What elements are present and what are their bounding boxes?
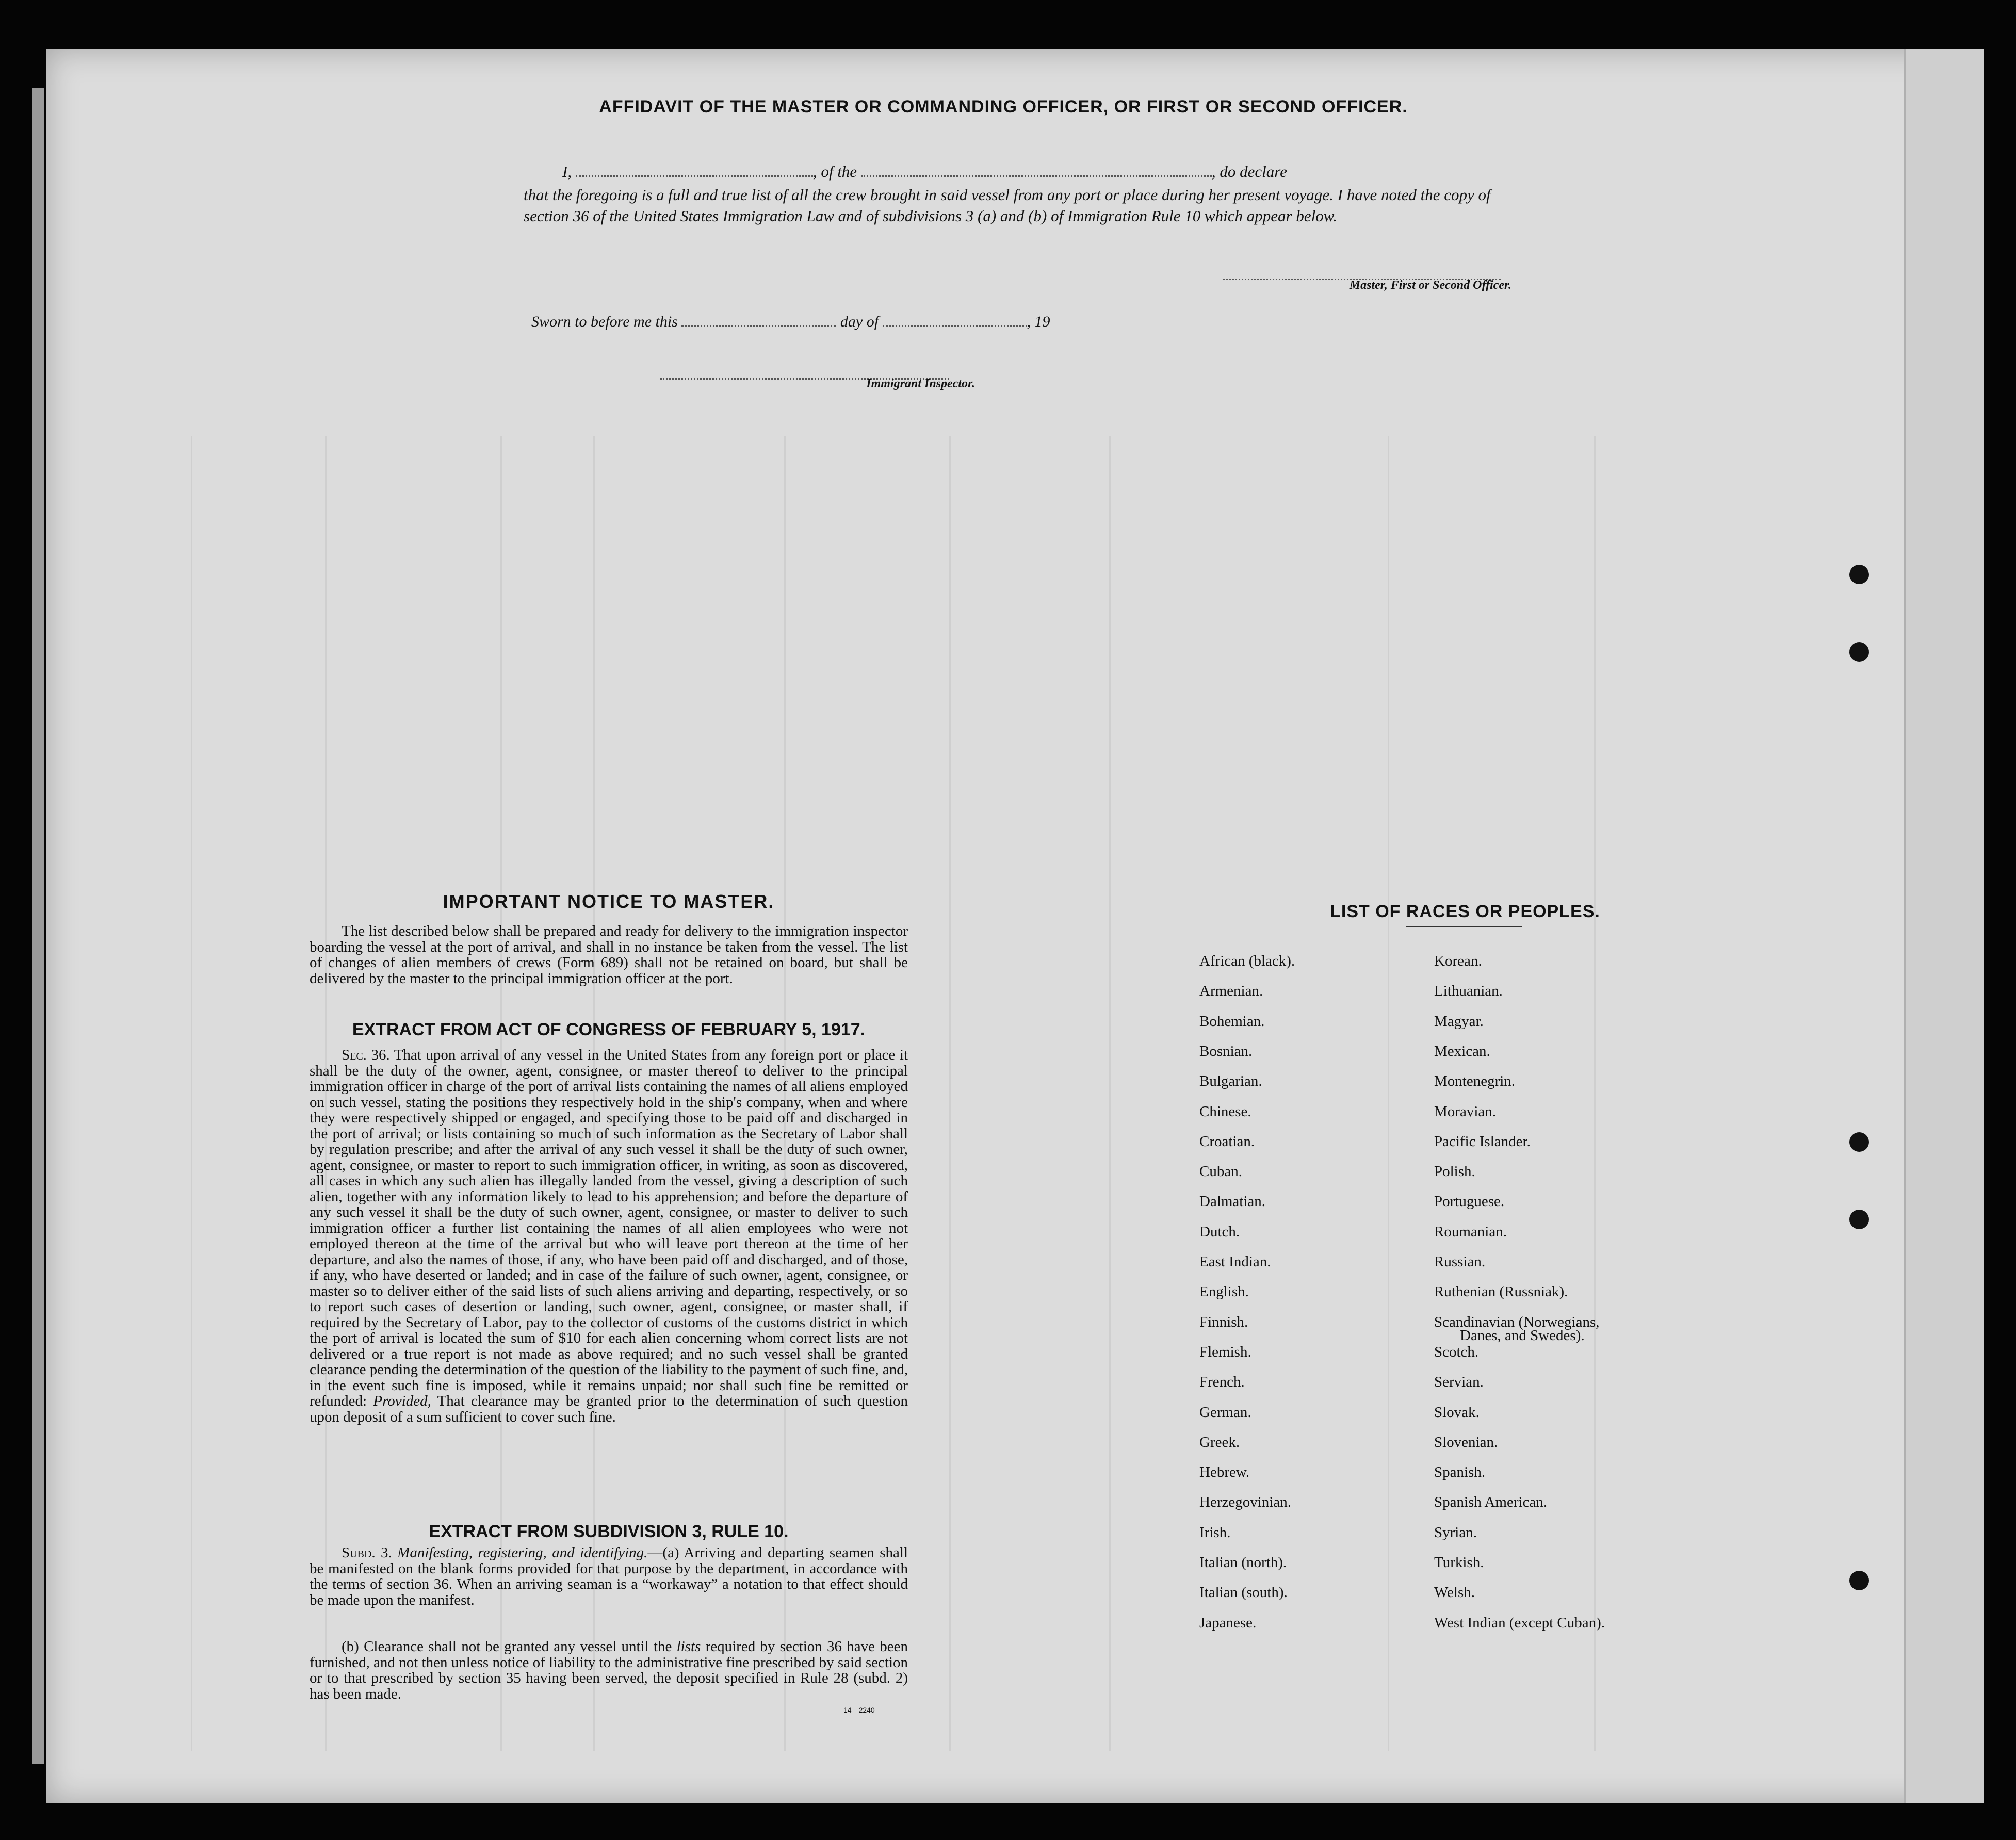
race-item: Roumanian. xyxy=(1434,1224,1507,1240)
sworn-statement xyxy=(531,313,1254,331)
race-item: Japanese. xyxy=(1199,1615,1257,1631)
race-item: Herzegovinian. xyxy=(1199,1494,1291,1510)
provided-word: Provided, xyxy=(373,1393,431,1409)
race-item: French. xyxy=(1199,1374,1245,1390)
race-item: Hebrew. xyxy=(1199,1464,1250,1480)
punch-hole xyxy=(1849,642,1869,662)
sworn-prefix: Sworn to before me this xyxy=(531,313,678,330)
sworn-month-blank xyxy=(883,314,1027,327)
race-item: Welsh. xyxy=(1434,1584,1475,1601)
races-title: LIST OF RACES OR PEOPLES. xyxy=(1330,902,1600,921)
affidavit-declaration-line xyxy=(562,162,1532,181)
subdivision-a-text xyxy=(310,1545,908,1608)
section-label: Sec. 36. xyxy=(342,1047,390,1063)
reverse-rule-line xyxy=(949,436,951,1751)
race-item: African (black). xyxy=(1199,953,1295,969)
race-item: Portuguese. xyxy=(1434,1193,1505,1210)
do-declare-label: , do declare xyxy=(1211,162,1287,181)
section-36-text xyxy=(310,1047,908,1425)
sworn-year-label: , 19 xyxy=(1027,313,1050,330)
subdivision-b-post: required by section 36 have been furnished, and not then unless notice of liability to the administrative fine prescribed by said section or to that prescribed by section 35 having been served, the deposit specified in Rule 28 (subd. 2) has been made. xyxy=(310,1638,908,1702)
race-item: Greek. xyxy=(1199,1434,1240,1451)
race-item: Magyar. xyxy=(1434,1013,1484,1030)
act-extract-title: EXTRACT FROM ACT OF CONGRESS OF FEBRUARY 5, 1917. xyxy=(352,1020,866,1039)
subdivision-a-marker: —(a) xyxy=(647,1544,679,1561)
master-signature-label: Master, First or Second Officer. xyxy=(1349,279,1511,292)
race-item: Chinese. xyxy=(1199,1103,1251,1120)
reverse-rule-line xyxy=(1388,436,1389,1751)
subdivision-b-pre: Clearance shall not be granted any vessel until the xyxy=(364,1638,672,1655)
officer-name-blank xyxy=(576,164,813,177)
punch-hole xyxy=(1849,1571,1869,1590)
race-item: Finnish. xyxy=(1199,1314,1248,1330)
notice-text: The list described below shall be prepared and ready for delivery to the immigration inspector boarding the vessel at the port of arrival, and shall in no instance be taken from the vessel. The list of changes of alien members of crews (Form 689) shall not be retained on board, but shall be delivered by the master to the principal immigration officer at the port. xyxy=(310,923,908,987)
reverse-rule-line xyxy=(191,436,192,1751)
page-edge xyxy=(32,88,44,1764)
race-item: Slovenian. xyxy=(1434,1434,1498,1451)
race-item: Danes, and Swedes). xyxy=(1460,1327,1585,1344)
race-item: Irish. xyxy=(1199,1524,1231,1541)
notice-title: IMPORTANT NOTICE TO MASTER. xyxy=(443,891,775,912)
punch-hole xyxy=(1849,565,1869,584)
affidavit-title: AFFIDAVIT OF THE MASTER OR COMMANDING OFFICER, OR FIRST OR SECOND OFFICER. xyxy=(599,97,1408,117)
race-item: Ruthenian (Russniak). xyxy=(1434,1283,1568,1300)
race-item: Mexican. xyxy=(1434,1043,1490,1060)
race-item: Flemish. xyxy=(1199,1344,1251,1360)
sworn-day-label: day of xyxy=(840,313,879,330)
race-item: English. xyxy=(1199,1283,1249,1300)
right-margin-strip xyxy=(1904,49,1984,1803)
race-item: German. xyxy=(1199,1404,1251,1421)
race-item: Armenian. xyxy=(1199,983,1263,999)
subdivision-b-marker: (b) xyxy=(342,1638,359,1655)
punch-hole xyxy=(1849,1132,1869,1152)
subdivision-a-body: Arriving and departing seamen shall be manifested on the blank forms provided for that purpose by the department, in accordance with the terms of section 36. When an arriving seaman is a “workaway” a notation to that effect should be made upon the manifest. xyxy=(310,1544,908,1608)
race-item: West Indian (except Cuban). xyxy=(1434,1615,1605,1631)
section-36-end: That clearance may be granted prior to the determination of such question upon deposit of a sum sufficient to cover such fine. xyxy=(310,1393,908,1425)
race-item: Korean. xyxy=(1434,953,1482,969)
race-item: Moravian. xyxy=(1434,1103,1496,1120)
race-item: Scandinavian (Norwegians, xyxy=(1434,1314,1600,1330)
punch-hole xyxy=(1849,1210,1869,1229)
race-item: Servian. xyxy=(1434,1374,1484,1390)
race-item: Dutch. xyxy=(1199,1224,1240,1240)
race-item: Russian. xyxy=(1434,1253,1486,1270)
race-item: Cuban. xyxy=(1199,1163,1242,1180)
race-item: Spanish. xyxy=(1434,1464,1486,1480)
sworn-date-blank xyxy=(681,314,836,327)
subdivision-b-lists: lists xyxy=(676,1638,701,1655)
race-item: Scotch. xyxy=(1434,1344,1479,1360)
declarant-pronoun: I, xyxy=(562,162,572,181)
races-title-rule xyxy=(1406,926,1522,927)
race-item: Turkish. xyxy=(1434,1554,1484,1571)
subdivision-label: Subd. 3. xyxy=(342,1544,392,1561)
race-item: Dalmatian. xyxy=(1199,1193,1266,1210)
reverse-rule-line xyxy=(1109,436,1111,1751)
race-item: Italian (north). xyxy=(1199,1554,1287,1571)
race-item: Bosnian. xyxy=(1199,1043,1253,1060)
subdivision-b-text xyxy=(310,1639,908,1702)
race-item: Bulgarian. xyxy=(1199,1073,1262,1089)
document-page xyxy=(46,49,1984,1803)
race-item: East Indian. xyxy=(1199,1253,1271,1270)
race-item: Polish. xyxy=(1434,1163,1475,1180)
race-item: Syrian. xyxy=(1434,1524,1477,1541)
race-item: Lithuanian. xyxy=(1434,983,1503,999)
of-the-label: , of the xyxy=(812,162,857,181)
race-item: Italian (south). xyxy=(1199,1584,1288,1601)
vessel-name-blank xyxy=(861,164,1212,177)
race-item: Bohemian. xyxy=(1199,1013,1265,1030)
reverse-rule-line xyxy=(1594,436,1596,1751)
race-item: Montenegrin. xyxy=(1434,1073,1516,1089)
immigrant-inspector-label: Immigrant Inspector. xyxy=(866,377,975,390)
rule-extract-title: EXTRACT FROM SUBDIVISION 3, RULE 10. xyxy=(429,1522,789,1541)
race-item: Croatian. xyxy=(1199,1133,1255,1150)
subdivision-heading: Manifesting, registering, and identifying. xyxy=(397,1544,648,1561)
race-item: Pacific Islander. xyxy=(1434,1133,1531,1150)
race-item: Slovak. xyxy=(1434,1404,1480,1421)
section-36-body: That upon arrival of any vessel in the United States from any foreign port or place it shall be the duty of the owner, agent, consignee, or master thereof to deliver to the principal immigration officer in charge of the port of arrival lists containing the names of all aliens employed on such vessel, stating the positions they respectively hold in the ship's company, when and where they were respectively shipped or engaged, and specifying those to be paid off and discharged in the port of arrival; or lists containing so much of such information as the Secretary of Labor shall by regulation prescribe; and after the arrival of any such vessel it shall be the duty of such owner, agent, consignee, or master to report to such immigration officer, in writing, as soon as discovered, all cases in which any such alien has illegally landed from the vessel, giving a description of such alien, together with any information likely to lead to his apprehension; and before the departure of any such vessel it shall be the duty of such owner, agent, consignee, or master to deliver to such immigration officer a further list containing the names of all alien employees who were not employed thereon at the time of the arrival but who will leave port thereon at the time of her departure, and also the names of those, if any, who have been paid off and discharged, and of those, if any, who have deserted or landed; and in case of the failure of such owner, agent, consignee, or master so to deliver either of the said lists of such aliens arriving and departing, respectively, or so to report such cases of desertion or landing, such owner, agent, consignee, or master shall, if required by the Secretary of Labor, pay to the collector of customs of the customs district in which the port of arrival is located the sum of $10 for each alien concerning whom correct lists are not delivered or a true report is not made as above required; and no such vessel shall be granted clearance pending the determination of the question of the liability to the payment of such fine, and, in the event such fine is imposed, while it remains unpaid; nor shall such fine be remitted or refunded: xyxy=(310,1047,908,1409)
affidavit-body: that the foregoing is a full and true list of all the crew brought in said vessel from any port or place during her present voyage. I have noted the copy of section 36 of the United States Immigration Law and of subdivisions 3 (a) and (b) of Immigration Rule 10 which appear below. xyxy=(524,186,1491,225)
form-number: 14—2240 xyxy=(843,1706,875,1714)
race-item: Spanish American. xyxy=(1434,1494,1548,1510)
